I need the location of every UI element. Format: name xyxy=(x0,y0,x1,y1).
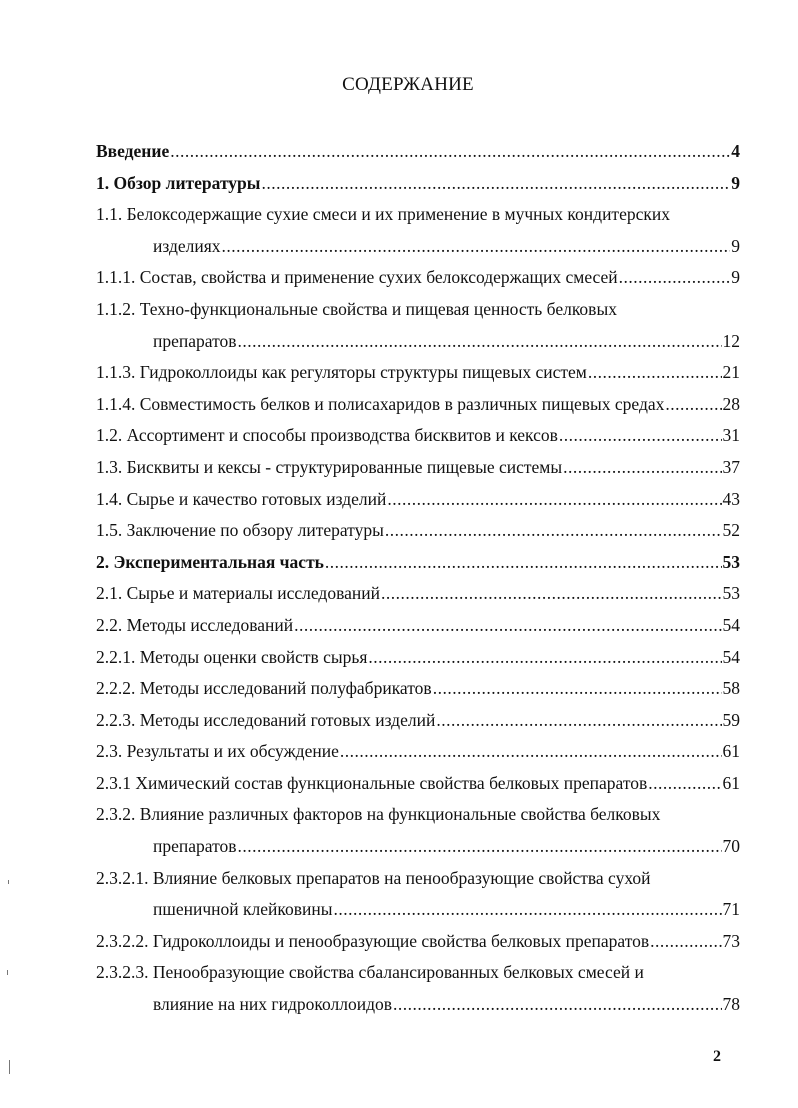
entry-title: Введение xyxy=(96,141,170,161)
dot-leader xyxy=(170,136,730,168)
toc-entry xyxy=(96,515,740,547)
entry-page: 4 xyxy=(731,141,740,161)
toc-entry xyxy=(96,768,740,800)
dot-leader xyxy=(381,578,722,610)
toc-entry-continuation xyxy=(96,326,740,358)
entry-title: 1. Обзор литературы xyxy=(96,172,261,193)
toc-entry xyxy=(96,452,740,484)
page-number: 2 xyxy=(713,1048,721,1065)
entry-title: 1.1.4. Совместимость белков и полисахаридов в различных пищевых средах xyxy=(96,393,665,414)
page-title: СОДЕРЖАНИЕ xyxy=(342,74,474,95)
entry-title: 2.3.1 Химический состав функциональные свойства белковых препаратов xyxy=(96,772,648,793)
scan-mark xyxy=(7,970,8,975)
toc-entry xyxy=(96,926,740,958)
entry-title: 2.1. Сырье и материалы исследований xyxy=(96,583,380,604)
toc-entry xyxy=(96,136,740,168)
toc-entry xyxy=(96,199,740,231)
dot-leader xyxy=(387,484,721,516)
toc-entry xyxy=(96,420,740,452)
scan-mark xyxy=(8,880,9,884)
toc-entry-continuation xyxy=(96,989,740,1021)
toc-entry xyxy=(96,389,740,421)
dot-leader xyxy=(650,926,721,958)
entry-title: 1.1. Белоксодержащие сухие смеси и их применение в мучных кондитерских xyxy=(96,204,670,225)
entry-title: 1.5. Заключение по обзору литературы xyxy=(96,520,384,541)
dot-leader xyxy=(222,231,731,263)
entry-title: 2.2.1. Методы оценки свойств сырья xyxy=(96,646,368,667)
dot-leader xyxy=(385,515,722,547)
dot-leader xyxy=(665,389,721,421)
entry-page: 43 xyxy=(722,488,740,509)
entry-page: 61 xyxy=(722,772,740,793)
dot-leader xyxy=(238,831,722,863)
scan-mark xyxy=(9,1060,10,1074)
entry-title: 1.4. Сырье и качество готовых изделий xyxy=(96,488,387,509)
toc-entry xyxy=(96,957,740,989)
toc-entry xyxy=(96,673,740,705)
entry-title: 1.1.3. Гидроколлоиды как регуляторы структуры пищевых систем xyxy=(96,362,587,383)
entry-title: 2.3.2.2. Гидроколлоиды и пенообразующие свойства белковых препаратов xyxy=(96,930,650,951)
dot-leader xyxy=(436,705,721,737)
entry-page: 70 xyxy=(722,836,740,857)
entry-title: пшеничной клейковины xyxy=(153,899,333,920)
toc-entry xyxy=(96,484,740,516)
entry-title: 2.3.2.1. Влияние белковых препаратов на пенообразующие свойства сухой xyxy=(96,867,651,888)
toc-entry xyxy=(96,578,740,610)
toc-entry xyxy=(96,799,740,831)
dot-leader xyxy=(368,642,721,674)
dot-leader xyxy=(261,168,730,200)
entry-title: препаратов xyxy=(153,836,237,857)
toc-entry xyxy=(96,610,740,642)
entry-page: 12 xyxy=(722,330,740,351)
entry-page: 9 xyxy=(731,267,740,288)
entry-page: 53 xyxy=(722,583,740,604)
dot-leader xyxy=(333,894,721,926)
toc-entry xyxy=(96,262,740,294)
toc-entry-continuation xyxy=(96,894,740,926)
entry-title: 1.1.1. Состав, свойства и применение сухих белоксодержащих смесей xyxy=(96,267,618,288)
entry-page: 9 xyxy=(731,235,740,256)
dot-leader xyxy=(340,736,722,768)
table-of-contents xyxy=(96,136,740,1021)
dot-leader xyxy=(238,326,722,358)
dot-leader xyxy=(648,768,721,800)
toc-entry xyxy=(96,863,740,895)
entry-title: 2. Экспериментальная часть xyxy=(96,551,324,572)
entry-title: 1.1.2. Техно-функциональные свойства и пищевая ценность белковых xyxy=(96,298,617,319)
dot-leader xyxy=(588,357,722,389)
entry-title: 1.3. Бисквиты и кексы - структурированные пищевые системы xyxy=(96,456,563,477)
entry-title: изделиях xyxy=(153,235,221,256)
entry-title: 2.2.2. Методы исследований полуфабрикатов xyxy=(96,678,432,699)
toc-entry xyxy=(96,736,740,768)
toc-entry xyxy=(96,168,740,200)
entry-page: 54 xyxy=(722,614,740,635)
entry-title: препаратов xyxy=(153,330,237,351)
dot-leader xyxy=(433,673,722,705)
toc-entry-continuation xyxy=(96,231,740,263)
toc-entry xyxy=(96,642,740,674)
toc-entry xyxy=(96,705,740,737)
dot-leader xyxy=(325,547,722,579)
entry-page: 37 xyxy=(722,456,740,477)
dot-leader xyxy=(619,262,731,294)
entry-page: 61 xyxy=(722,741,740,762)
toc-entry xyxy=(96,357,740,389)
dot-leader xyxy=(294,610,721,642)
entry-title: 2.2. Методы исследований xyxy=(96,614,294,635)
toc-entry xyxy=(96,294,740,326)
entry-page: 58 xyxy=(722,678,740,699)
entry-page: 73 xyxy=(722,930,740,951)
entry-page: 53 xyxy=(722,551,740,572)
entry-title: 2.3.2.3. Пенообразующие свойства сбалансированных белковых смесей и xyxy=(96,962,644,983)
entry-page: 52 xyxy=(722,520,740,541)
entry-page: 28 xyxy=(722,393,740,414)
entry-page: 21 xyxy=(722,362,740,383)
entry-page: 9 xyxy=(731,172,740,193)
entry-page: 59 xyxy=(722,709,740,730)
entry-title: 2.2.3. Методы исследований готовых изделий xyxy=(96,709,436,730)
entry-title: 1.2. Ассортимент и способы производства бисквитов и кексов xyxy=(96,425,558,446)
dot-leader xyxy=(559,420,722,452)
entry-page: 54 xyxy=(722,646,740,667)
entry-title: 2.3.2. Влияние различных факторов на функциональные свойства белковых xyxy=(96,804,661,825)
entry-title: 2.3. Результаты и их обсуждение xyxy=(96,741,339,762)
entry-page: 78 xyxy=(722,994,740,1015)
toc-entry xyxy=(96,547,740,579)
entry-page: 31 xyxy=(722,425,740,446)
dot-leader xyxy=(563,452,721,484)
entry-title: влияние на них гидроколлоидов xyxy=(153,994,392,1015)
dot-leader xyxy=(393,989,722,1021)
entry-page: 71 xyxy=(722,899,740,920)
toc-entry-continuation xyxy=(96,831,740,863)
